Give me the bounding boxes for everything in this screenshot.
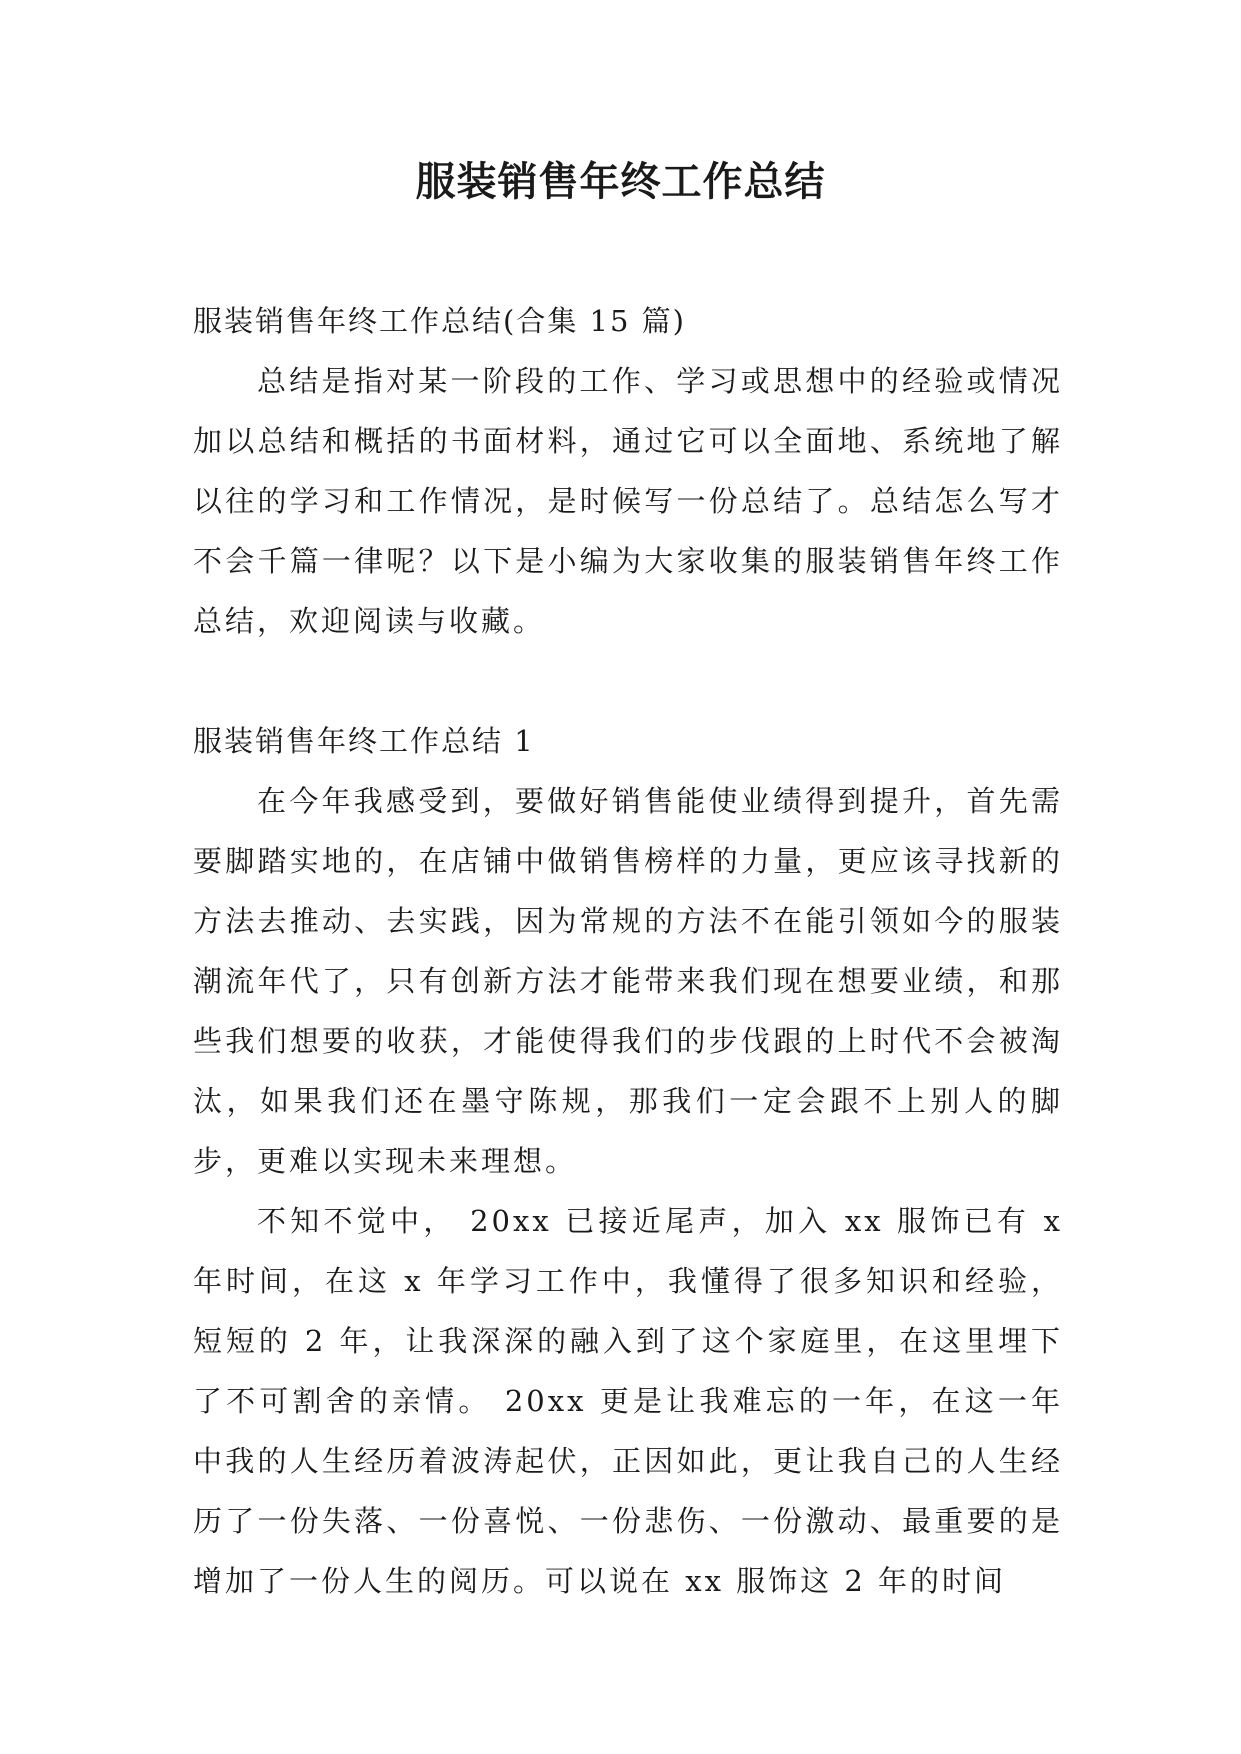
body-paragraph: 在今年我感受到，要做好销售能使业绩得到提升，首先需要脚踏实地的，在店铺中做销售榜样的力量，更应该寻找新的方法去推动、去实践，因为常规的方法不在能引领如今的服装潮流年代了，只有创新方法才能带来我们现在想要业绩，和那些我们想要的收获，才能使得我们的步伐跟的上时代不会被淘汰，如果我们还在墨守陈规，那我们一定会跟不上别人的脚步，更难以实现未来理想。 bbox=[193, 784, 1063, 1178]
collection-heading: 服装销售年终工作总结(合集 15 篇) bbox=[193, 304, 686, 338]
section-heading: 服装销售年终工作总结 1 bbox=[193, 724, 535, 758]
intro-paragraph: 总结是指对某一阶段的工作、学习或思想中的经验或情况加以总结和概括的书面材料，通过它可以全面地、系统地了解以往的学习和工作情况，是时候写一份总结了。总结怎么写才不会千篇一律呢？以下是小编为大家收集的服装销售年终工作总结，欢迎阅读与收藏。 bbox=[193, 364, 1063, 638]
document-title: 服装销售年终工作总结 bbox=[415, 159, 826, 205]
body-paragraph: 不知不觉中， 20xx 已接近尾声，加入 xx 服饰已有 x 年时间，在这 x 年学习工作中，我懂得了很多知识和经验，短短的 2 年，让我深深的融入到了这个家庭里，在这里埋下了不可割舍的亲情。 20xx 更是让我难忘的一年，在这一年中我的人生经历着波涛起伏，正因如此，更让我自己的人生经历了一份失落、一份喜悦、一份悲伤、一份激动、最重要的是增加了一份人生的阅历。可以说在 xx 服饰这 2 年的时间 bbox=[193, 1204, 1063, 1598]
section-spacer bbox=[193, 651, 1063, 711]
document-body bbox=[193, 291, 1063, 1611]
